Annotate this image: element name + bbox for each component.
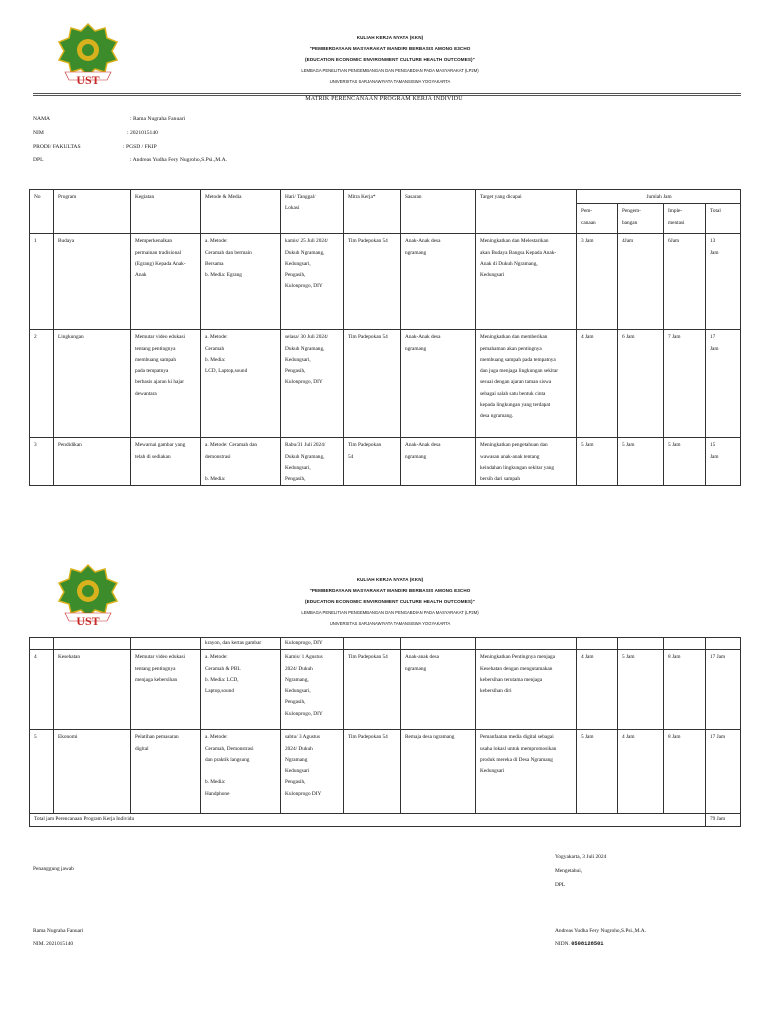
header-line-5: UNIVERSITAS SARJANAWIYATA TAMANSISWA YOGYAKARTA [329,79,451,84]
cell-kegiatan: Memutar video edukasi tentang pentingnya menjaga kebersihan [131,650,201,730]
header-mitra: Mitra Kerja* [344,190,401,234]
cell-kegiatan: Memperkenalkan permainan tradisional (Egrang) Kepada Anak- Anak [131,234,201,330]
cell-no: 1 [30,234,54,330]
cell-total: 13 Jam [706,234,741,330]
cell-total: 17 Jam [706,650,741,730]
cell-perencanaan: 4 Jam [577,330,618,438]
cell-no: 2 [30,330,54,438]
header-line-4: LEMBAGA PENELITIAN PENGEMBANGAN DAN PENGABDIAN PADA MASYARAKAT (LP2M) [301,68,479,73]
cell-target: Pemanfaatan media digital sebagai usaha lokasl untuk mempromosikan produk mereka di Desa Ngramang Kedungsari [476,730,577,814]
logo-text: UST [76,614,100,627]
table-row [30,234,741,330]
header-program: Program [54,190,131,234]
cell-metode: krayon, dan kertas gambar [201,638,281,650]
cell-sasaran: Anak-anak desa ngramang [401,650,476,730]
cell-pengembangan: 5 Jam [618,650,664,730]
identity-value: : 2021015140 [127,130,158,136]
cell-implementasi: 8 Jam [664,650,706,730]
cell-total: 17 Jam [706,730,741,814]
page-header [200,32,580,87]
cell-sasaran: Remaja desa ngramang [401,730,476,814]
cell-metode: a. Metode: Ceramah & PBL b. Media: LCD, Laptop,sound [201,650,281,730]
cell-pengembangan: 5 Jam [618,438,664,486]
identity-label: PRODI/ FAKULTAS [33,144,81,150]
cell-hari: sabtu/ 3 Agustus 2024/ Dukuh Ngramang Kedungsari Pengasih, Kulonprogo DIY [281,730,344,814]
total-value: 79 Jam [706,814,741,826]
cell-perencanaan: 5 Jam [577,438,618,486]
cell-hari: Rabu/31 Juli 2024/ Dukuh Ngramang, Kedungsari, Pengasih, [281,438,344,486]
cell-target: Meningkatkan dan Melestarikan akan Budaya Bangsa Kepada Anak- Anak di Dukuh Ngramang, Kedungsari [476,234,577,330]
header-perencanaan: Pem- canaan [577,204,618,234]
cell-sasaran: Anak-Anak desa ngramang [401,330,476,438]
nidn-label: NIDN. [555,941,570,947]
header-metode: Metode & Media [201,190,281,234]
header-jumlah-jam: Jumlah Jam [577,190,741,204]
logo-text: UST [76,73,100,86]
header-line-1: KULIAH KERJA NYATA (KKN) [356,35,424,40]
cell-pengembangan: 4 Jam [618,730,664,814]
cell-hari: kamis/ 25 Juli 2024/ Dukuh Ngramang, Kedungsari, Pengasih, Kulonprogo, DIY [281,234,344,330]
identity-value: : Andreas Yudha Fery Nugroho,S.Psi.,M.A. [130,157,228,163]
table-row [30,330,741,438]
mengetahui-label: Mengetahui, [555,868,583,874]
cell-hari: Kulonprogo, DIY [281,638,344,650]
program-table [29,189,741,486]
header-sasaran: Sasaran [401,190,476,234]
cell-perencanaan: 5 Jam [577,730,618,814]
cell-target: Meningkatkan Pentingnya menjaga Kesehatan dengan mengutamakan kebersihan terutama menjaga kebersihan diri [476,650,577,730]
cell-target: Meningkatkan pengetahuan dan wawasan anak-anak tentang keindahan lingkungan sekitar yang bersih dari sampah [476,438,577,486]
place-date: Yogyakarta, 3 Juli 2024 [555,854,607,860]
table-total-row [30,814,741,826]
header-line-2: "PEMBERDAYAAN MASYARAKAT MANDIRI BERBASIS AMONG E3CHO [309,46,471,51]
page-header [200,574,580,629]
cell-hari: selasa/ 30 Juli 2024/ Dukuh Ngramang, Kedungsari, Pengasih, Kulonprogo, DIY [281,330,344,438]
cell-implementasi: 5 Jam [664,438,706,486]
cell-program: Budaya [54,234,131,330]
page-title: MATRIK PERENCANAAN PROGRAM KERJA INDIVIDU [305,96,463,102]
cell-program: Pendidikan [54,438,131,486]
cell-no: 5 [30,730,54,814]
cell-metode: a. Metode: Ceramah dan bermain Bersama b. Media: Egrang [201,234,281,330]
cell-total: 15 Jam [706,438,741,486]
cell-total: 17 Jam [706,330,741,438]
cell-implementasi: 8 Jam [664,730,706,814]
header-line-5: UNIVERSITAS SARJANAWIYATA TAMANSISWA YOGYAKARTA [329,621,451,626]
university-logo [55,563,121,627]
cell-mitra: Tim Padepokan 54 [344,730,401,814]
identity-label: NIM [33,130,44,136]
penanggung-jawab-label: Penanggung jawab [33,866,74,872]
cell-mitra: Tim Padepokan 54 [344,650,401,730]
signature-left [33,926,83,950]
header-implementasi: Imple- mentasi [664,204,706,234]
cell-mitra: Tim Padepokan 54 [344,234,401,330]
header-hari: Hari/ Tanggal/ Lokasi [281,190,344,234]
student-nim: NIM. 2021015140 [33,941,74,947]
dpl-label: DPL [555,882,566,888]
university-logo [55,22,121,86]
cell-target: Meningkatkan dan memberikan pemahaman akan pentingnya membuang sampah pada tempatnya dan juga menjaga lingkungan sekitar sesuai dengan ajaran taman siswa sebagai salah satu bentuk cinta kepada lingkungan yang terdapat desa ngramang. [476,330,577,438]
student-name: Rama Nugraha Fanuari [33,928,84,934]
cell-implementasi: 6Jam [664,234,706,330]
header-no: No [30,190,54,234]
cell-metode: a. Metode: Ceramah b. Media: LCD, Laptop,sound [201,330,281,438]
cell-metode: a. Metode: Ceramah, Demonstrasi dan praktik langsung b. Media: Handphone [201,730,281,814]
cell-program: Lingkungan [54,330,131,438]
header-divider [33,93,741,94]
identity-label: NAMA [33,116,51,122]
cell-mitra: Tim Padepokan 54 [344,330,401,438]
identity-label: DPL [33,157,44,163]
cell-program: Kesehatan [54,650,131,730]
header-line-1: KULIAH KERJA NYATA (KKN) [356,577,424,582]
cell-kegiatan: Memutar video edukasi tentang pentingnya membuang sampah pada tempatnya berbasis ajaran ki hajar dewantara [131,330,201,438]
table-row [30,730,741,814]
cell-sasaran: Anak-Anak desa ngramang [401,234,476,330]
cell-pengembangan: 6 Jam [618,330,664,438]
table-row [30,438,741,486]
header-line-4: LEMBAGA PENELITIAN PENGEMBANGAN DAN PENGABDIAN PADA MASYARAKAT (LP2M) [301,610,479,615]
header-line-3: (EDUCATION ECONOMIC ENVIRONMENT CULTURE HEALTH OUTCOMES)" [305,599,475,604]
cell-metode: a. Metode: Ceramah dan demonstrasi b. Media: [201,438,281,486]
cell-kegiatan: Pelatihan pemasaran digital [131,730,201,814]
table-row [30,650,741,730]
cell-mitra: Tim Padepokan 54 [344,438,401,486]
identity-value: : Rama Nugraha Fanuari [130,116,186,122]
header-kegiatan: Kegiatan [131,190,201,234]
cell-kegiatan: Mewarnai gambar yang telah di sediakan [131,438,201,486]
total-label: Total jam Perencanaan Program Kerja Individu [30,814,706,826]
header-pengembangan: Pengem- bangan [618,204,664,234]
header-target: Target yang dicapai [476,190,577,234]
header-line-3: (EDUCATION ECONOMIC ENVIRONMENT CULTURE HEALTH OUTCOMES)" [305,57,475,62]
nidn-value: 0508128501 [571,941,604,947]
cell-program: Ekonomi [54,730,131,814]
dpl-name: Andreas Yudha Fery Nugroho,S.Psi.,M.A. [555,928,646,934]
signature-right-name [555,926,646,950]
cell-no: 3 [30,438,54,486]
cell-sasaran: Anak-Anak desa ngramang [401,438,476,486]
cell-no: 4 [30,650,54,730]
cell-implementasi: 7 Jam [664,330,706,438]
header-total: Total [706,204,741,234]
program-table-continued [29,637,741,827]
cell-hari: Kamis/ 1 Agustus 2024/ Dukuh Ngramang, Kedungsari, Pengasih, Kulonprogo, DIY [281,650,344,730]
header-line-2: "PEMBERDAYAAN MASYARAKAT MANDIRI BERBASIS AMONG E3CHO [309,588,471,593]
table-row-continuation [30,638,741,650]
cell-pengembangan: 4Jam [618,234,664,330]
identity-value: : PGSD / FKIP [123,144,157,150]
cell-perencanaan: 4 Jam [577,650,618,730]
signature-right [555,852,606,891]
cell-perencanaan: 3 Jam [577,234,618,330]
